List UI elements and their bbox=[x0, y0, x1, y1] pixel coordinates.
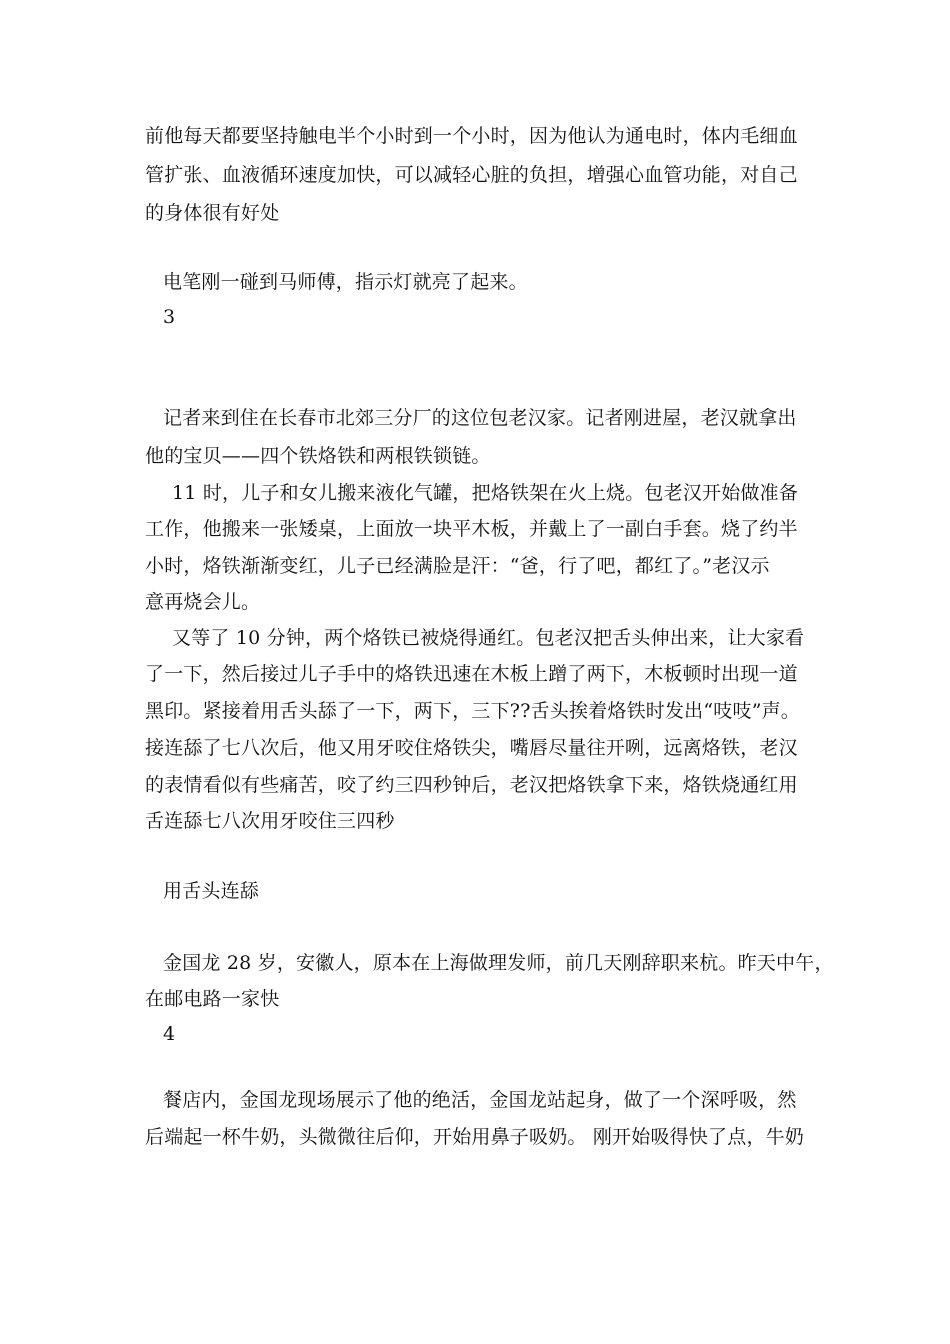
text-line: 电笔刚一碰到马师傅，指示灯就亮了起来。 bbox=[163, 271, 528, 293]
text-line: 在邮电路一家快 bbox=[145, 988, 280, 1010]
text-line: 管扩张、血液循环速度加快，可以减轻心脏的负担，增强心血管功能，对自己 bbox=[145, 164, 798, 186]
text-line: 11 时，儿子和女儿搬来液化气罐，把烙铁架在火上烧。包老汉开始做准备 bbox=[172, 482, 799, 504]
text-line: 黑印。紧接着用舌头舔了一下，两下，三下??舌头挨着烙铁时发出“吱吱”声。 bbox=[145, 700, 801, 722]
page-number: 3 bbox=[163, 306, 176, 328]
text-line: 前他每天都要坚持触电半个小时到一个小时，因为他认为通电时，体内毛细血 bbox=[145, 125, 798, 147]
text-line: 的表情看似有些痛苦，咬了约三四秒钟后，老汉把烙铁拿下来，烙铁烧通红用 bbox=[145, 774, 798, 796]
page-number: 4 bbox=[163, 1023, 176, 1045]
text-line: 又等了 10 分钟，两个烙铁已被烧得通红。包老汉把舌头伸出来，让大家看 bbox=[172, 627, 805, 649]
subheading: 用舌头连舔 bbox=[163, 880, 260, 902]
text-line: 他的宝贝——四个铁烙铁和两根铁锁链。 bbox=[145, 445, 491, 467]
text-line: 餐店内，金国龙现场展示了他的绝活，金国龙站起身，做了一个深呼吸，然 bbox=[163, 1089, 797, 1111]
text-line: 后端起一杯牛奶，头微微往后仰，开始用鼻子吸奶。 刚开始吸得快了点，牛奶 bbox=[145, 1126, 805, 1148]
text-line: 了一下，然后接过儿子手中的烙铁迅速在木板上蹭了两下，木板顿时出现一道 bbox=[145, 663, 798, 685]
text-line: 小时，烙铁渐渐变红，儿子已经满脸是汗：“爸，行了吧，都红了。”老汉示 bbox=[145, 555, 770, 577]
text-line: 金国龙 28 岁，安徽人，原本在上海做理发师，前几天刚辞职来杭。昨天中午， bbox=[163, 952, 834, 974]
text-line: 的身体很有好处 bbox=[145, 202, 280, 224]
text-line: 工作，他搬来一张矮桌，上面放一块平木板，并戴上了一副白手套。烧了约半 bbox=[145, 518, 798, 540]
text-line: 舌连舔七八次用牙咬住三四秒 bbox=[145, 810, 395, 832]
text-line: 接连舔了七八次后，他又用牙咬住烙铁尖，嘴唇尽量往开咧，远离烙铁，老汉 bbox=[145, 737, 798, 759]
text-line: 记者来到住在长春市北郊三分厂的这位包老汉家。记者刚进屋，老汉就拿出 bbox=[163, 407, 797, 429]
text-line: 意再烧会儿。 bbox=[145, 591, 261, 613]
